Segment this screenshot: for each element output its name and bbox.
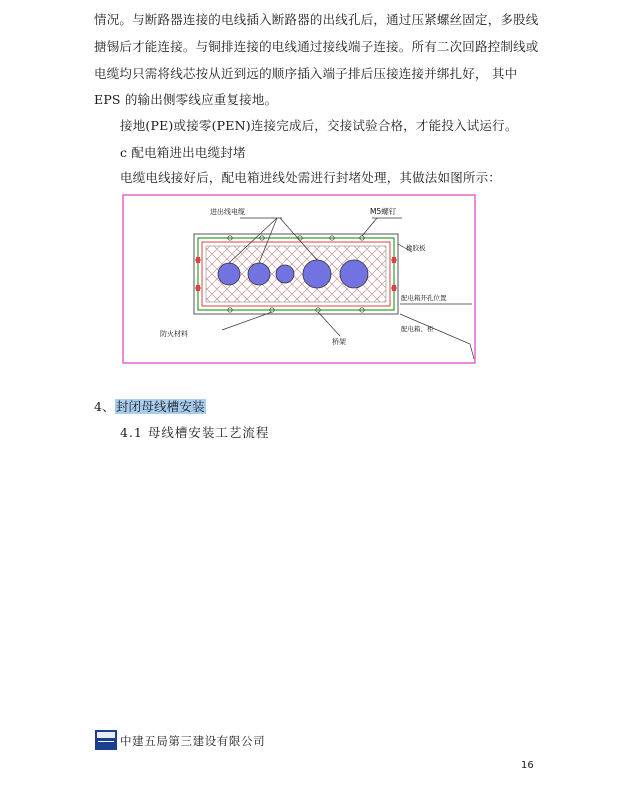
body-text-line: 电缆电线接好后，配电箱进线处需进行封堵处理，其做法如图所示：: [120, 170, 502, 185]
cable-circle: [276, 265, 294, 283]
label-bracket: 桥架: [332, 338, 346, 346]
label-fireproof: 防火材料: [160, 330, 188, 338]
section-title-highlighted[interactable]: 封闭母线槽安装: [115, 399, 205, 414]
subsection-heading: c 配电箱进出电缆封堵: [120, 145, 246, 160]
label-box: 配电箱、柜: [401, 325, 434, 333]
footer-company-name: 中建五局第三建设有限公司: [120, 734, 266, 748]
cable-circle: [303, 260, 331, 288]
company-logo-icon: [95, 730, 117, 750]
body-text-line: 接地(PE)或接零(PEN)连接完成后，交接试验合格，才能投入试运行。: [120, 118, 518, 133]
cable-sealing-diagram: [122, 194, 476, 364]
body-text-line: 搪锡后才能连接。与铜排连接的电线通过接线端子连接。所有二次回路控制线或: [94, 39, 539, 54]
label-cable: 进出线电缆: [210, 208, 245, 216]
cable-circle: [218, 263, 240, 285]
page-number: 16: [521, 760, 534, 771]
cable-circle: [340, 260, 368, 288]
cable-circle: [248, 263, 270, 285]
body-text-line: EPS 的输出侧零线应重复接地。: [94, 92, 278, 107]
body-text-line: 电缆均只需将线芯按从近到远的顺序插入端子排后压接连接并绑扎好， 其中: [94, 66, 518, 81]
section-number: 4、: [94, 399, 115, 414]
label-m5: M5螺钉: [370, 207, 397, 216]
section-heading: [94, 399, 206, 415]
label-opening: 配电箱开孔位置: [401, 294, 447, 302]
subsection-title: 4.1 母线槽安装工艺流程: [120, 425, 270, 440]
label-plate: 橡胶板: [406, 244, 426, 252]
body-text-line: 情况。与断路器连接的电线插入断路器的出线孔后，通过压紧螺丝固定，多股线: [94, 12, 539, 27]
